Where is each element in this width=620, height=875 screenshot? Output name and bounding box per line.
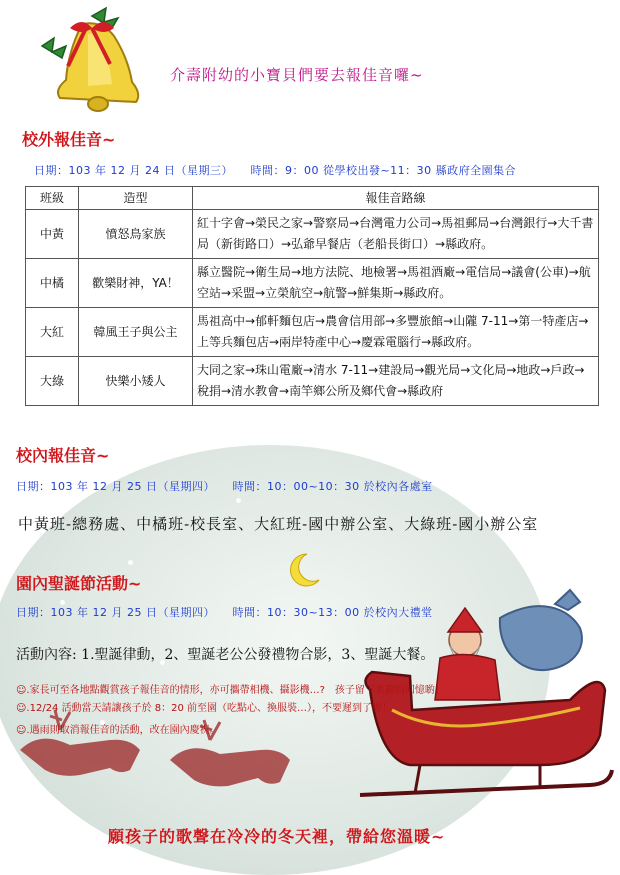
- inside-section-title: 校內報佳音~: [16, 446, 110, 465]
- costume-cell: 快樂小矮人: [79, 357, 193, 406]
- costume-cell: 韓風王子與公主: [79, 308, 193, 357]
- note-item: ☺.12/24 活動當天請讓孩子於 8：20 前至園（吃點心、換服裝…），不要遲到了喔！: [16, 703, 393, 714]
- class-cell: 中黃: [26, 210, 79, 259]
- costume-cell: 歡樂財神，YA！: [79, 259, 193, 308]
- class-cell: 大紅: [26, 308, 79, 357]
- header-class: 班級: [26, 187, 79, 210]
- table-row: [26, 357, 599, 406]
- christmas-bell-icon: [32, 6, 152, 124]
- header-route: 報佳音路線: [193, 187, 599, 210]
- route-table: [25, 186, 599, 406]
- closing-message: 願孩子的歌聲在冷冷的冬天裡，帶給您溫暖~: [108, 827, 446, 846]
- note-item: ☺.家長可至各地點觀賞孩子報佳音的情形，亦可攜帶相機、攝影機…? 孩子留下美麗的回憶喲！: [16, 685, 445, 696]
- route-cell: 縣立醫院→衛生局→地方法院、地檢署→馬祖酒廠→電信局→議會(公車)→航空站→采盟→立榮航空→航警→鮮集斯→縣政府。: [193, 259, 599, 308]
- christmas-section-title: 園內聖誕節活動~: [16, 574, 142, 593]
- headline: 介壽附幼的小寶貝們要去報佳音囉~: [170, 66, 424, 84]
- inside-locations: 中黃班-總務處、中橘班-校長室、大紅班-國中辦公室、大綠班-國小辦公室: [18, 515, 539, 533]
- snowflake: [128, 560, 133, 565]
- route-cell: 大同之家→珠山電廠→清水 7-11→建設局→觀光局→文化局→地政→戶政→稅捐→清水教會→南竿鄉公所及鄉代會→縣政府: [193, 357, 599, 406]
- activity-content: 活動內容: 1.聖誕律動，2、聖誕老公公發禮物合影，3、聖誕大餐。: [16, 647, 435, 663]
- inside-date-time: 日期：103 年 12 月 25 日（星期四） 時間：10：00~10：30 於校內各處室: [16, 480, 433, 493]
- outside-section-title: 校外報佳音~: [22, 130, 116, 149]
- outside-date-time: 日期：103 年 12 月 24 日（星期三） 時間：9：00 從學校出發~11：30 縣政府全園集合: [34, 164, 517, 177]
- table-header-row: [26, 187, 599, 210]
- class-cell: 中橘: [26, 259, 79, 308]
- route-cell: 紅十字會→榮民之家→警察局→台灣電力公司→馬祖郵局→台灣銀行→大千書局（新街路口）→弘爺早餐店（老船長街口）→縣政府。: [193, 210, 599, 259]
- table-row: [26, 259, 599, 308]
- christmas-date-time: 日期：103 年 12 月 25 日（星期四） 時間：10：30~13：00 於校內大禮堂: [16, 606, 433, 619]
- snowflake: [236, 498, 241, 503]
- route-cell: 馬祖高中→郁軒麵包店→農會信用部→多豐旅館→山隴 7-11→第一特產店→上等兵麵包店→兩岸特產中心→慶霖電腦行→縣政府。: [193, 308, 599, 357]
- table-row: [26, 308, 599, 357]
- header-costume: 造型: [79, 187, 193, 210]
- table-row: [26, 210, 599, 259]
- note-item: ☺.遇雨則取消報佳音的活動，改在園內慶祝。: [16, 725, 220, 736]
- costume-cell: 憤怒鳥家族: [79, 210, 193, 259]
- class-cell: 大綠: [26, 357, 79, 406]
